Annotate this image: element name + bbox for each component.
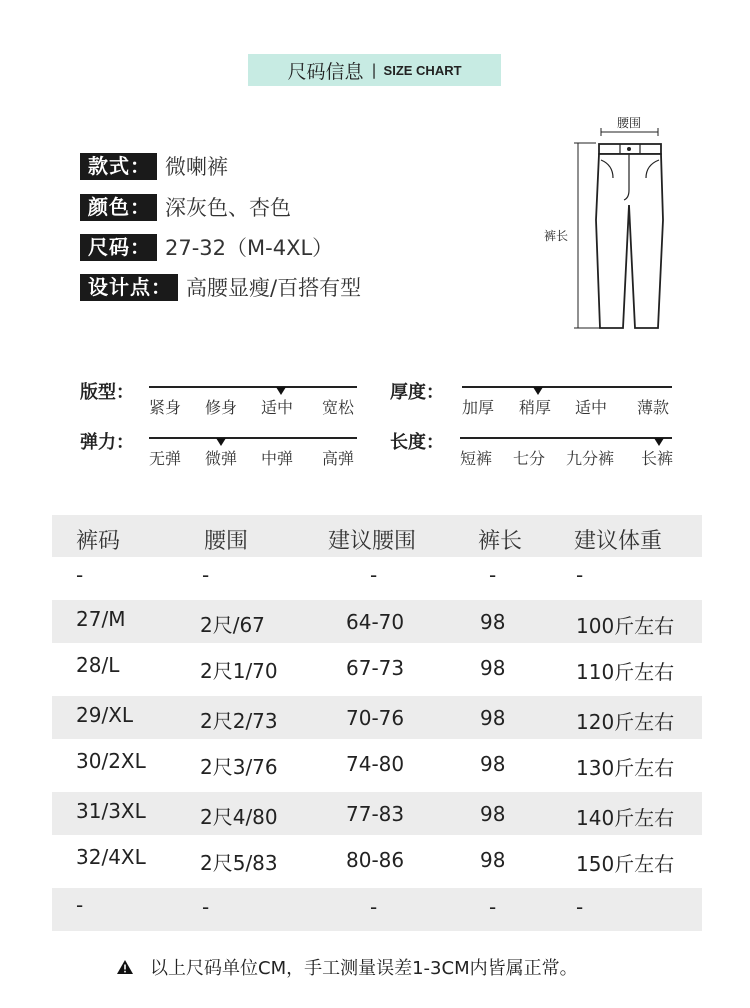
spec-option-thickness-2: 稍厚 xyxy=(519,398,552,417)
title-separator: | xyxy=(371,61,377,79)
spec-option-elasticity-2: 微弹 xyxy=(205,449,238,468)
spec-option-thickness-4: 薄款 xyxy=(637,398,670,417)
table-cell: 2尺3/76 xyxy=(200,755,278,779)
table-cell: 98 xyxy=(480,848,506,872)
title-en: SIZE CHART xyxy=(383,62,462,78)
spec-option-thickness-1: 加厚 xyxy=(462,398,495,417)
spec-label-elasticity: 弹力： xyxy=(80,432,134,453)
length-label: 裤长 xyxy=(544,229,569,243)
info-label-color: 颜色： xyxy=(80,194,157,221)
table-cell: 27/M xyxy=(76,607,126,631)
table-cell: 30/2XL xyxy=(76,749,146,773)
info-label-size: 尺码： xyxy=(80,234,157,261)
table-cell: 150斤左右 xyxy=(576,852,675,876)
table-cell: 140斤左右 xyxy=(576,806,675,830)
table-cell: 77-83 xyxy=(346,802,405,826)
table-cell: 98 xyxy=(480,752,506,776)
table-cell: 130斤左右 xyxy=(576,756,675,780)
table-header-cell: 裤长 xyxy=(478,529,523,554)
spec-option-elasticity-4: 高弹 xyxy=(322,449,355,468)
pants-outline-icon xyxy=(540,110,690,335)
spec-scale-thickness xyxy=(462,386,672,388)
table-cell: - xyxy=(76,563,84,587)
spec-option-thickness-3: 适中 xyxy=(575,398,608,417)
table-cell: 80-86 xyxy=(346,848,405,872)
table-cell: 2尺5/83 xyxy=(200,851,278,875)
table-cell: 2尺1/70 xyxy=(200,659,278,683)
table-cell: 98 xyxy=(480,656,506,680)
spec-option-fit-4: 宽松 xyxy=(322,398,355,417)
waist-label: 腰围 xyxy=(617,116,642,130)
table-cell: 2尺/67 xyxy=(200,613,265,637)
info-value-color: 深灰色、杏色 xyxy=(165,196,291,220)
table-row xyxy=(52,557,702,600)
table-cell: 32/4XL xyxy=(76,845,146,869)
table-cell: 110斤左右 xyxy=(576,660,675,684)
table-header-cell: 建议体重 xyxy=(574,529,663,554)
spec-option-length-2: 七分 xyxy=(513,449,546,468)
spec-option-fit-3: 适中 xyxy=(261,398,294,417)
warning-icon xyxy=(116,959,134,975)
size-table xyxy=(52,515,702,931)
info-row-color xyxy=(80,192,291,222)
info-value-style: 微喇裤 xyxy=(165,155,228,179)
table-row xyxy=(52,739,702,792)
table-row xyxy=(52,696,702,739)
table-row xyxy=(52,643,702,696)
table-header-row xyxy=(52,515,702,557)
table-cell: 120斤左右 xyxy=(576,710,675,734)
spec-option-elasticity-3: 中弹 xyxy=(261,449,294,468)
table-cell: 2尺4/80 xyxy=(200,805,278,829)
spec-marker-thickness xyxy=(533,387,543,395)
spec-option-fit-1: 紧身 xyxy=(149,398,182,417)
table-cell: 31/3XL xyxy=(76,799,146,823)
table-cell: - xyxy=(370,563,378,587)
spec-label-fit: 版型： xyxy=(80,382,134,403)
table-cell: 98 xyxy=(480,706,506,730)
info-row-size xyxy=(80,232,333,262)
spec-marker-fit xyxy=(276,387,286,395)
spec-label-length: 长度： xyxy=(390,432,444,453)
table-cell: 29/XL xyxy=(76,703,134,727)
info-value-size: 27-32（M-4XL） xyxy=(165,236,334,260)
table-header-cell: 裤码 xyxy=(76,529,121,554)
table-cell: 100斤左右 xyxy=(576,614,675,638)
size-chart-title-badge xyxy=(248,54,501,86)
table-cell: - xyxy=(576,895,584,919)
spec-scale-fit xyxy=(149,386,357,388)
table-row xyxy=(52,835,702,888)
table-cell: - xyxy=(202,895,210,919)
table-row xyxy=(52,600,702,643)
spec-scale-length xyxy=(460,437,672,439)
info-label-style: 款式： xyxy=(80,153,157,180)
info-label-design: 设计点： xyxy=(80,274,178,301)
table-row xyxy=(52,792,702,835)
info-row-style xyxy=(80,151,228,181)
spec-option-elasticity-1: 无弹 xyxy=(149,449,182,468)
table-row xyxy=(52,888,702,931)
table-header-cell: 建议腰围 xyxy=(328,529,417,554)
table-cell: 2尺2/73 xyxy=(200,709,278,733)
spec-label-thickness: 厚度： xyxy=(390,382,444,403)
measurement-note xyxy=(116,954,578,980)
spec-option-length-4: 长裤 xyxy=(641,449,674,468)
spec-option-fit-2: 修身 xyxy=(205,398,238,417)
info-value-design: 高腰显瘦/百搭有型 xyxy=(186,276,362,300)
table-cell: - xyxy=(370,895,378,919)
title-zh: 尺码信息 xyxy=(287,60,364,83)
spec-scale-elasticity xyxy=(149,437,357,439)
table-cell: - xyxy=(76,893,84,917)
table-cell: 98 xyxy=(480,802,506,826)
spec-marker-elasticity xyxy=(216,438,226,446)
table-cell: 67-73 xyxy=(346,656,405,680)
spec-option-length-3: 九分裤 xyxy=(566,449,615,468)
table-cell: - xyxy=(202,563,210,587)
table-cell: 64-70 xyxy=(346,610,405,634)
table-cell: 28/L xyxy=(76,653,120,677)
info-row-design xyxy=(80,272,361,302)
note-text: 以上尺码单位CM，手工测量误差1-3CM内皆属正常。 xyxy=(150,958,578,979)
spec-marker-length xyxy=(654,438,664,446)
table-cell: - xyxy=(489,895,497,919)
pants-measurement-diagram xyxy=(540,110,690,335)
table-cell: - xyxy=(489,563,497,587)
table-header-cell: 腰围 xyxy=(204,529,249,554)
spec-option-length-1: 短裤 xyxy=(460,449,493,468)
table-cell: 74-80 xyxy=(346,752,405,776)
table-cell: 98 xyxy=(480,610,506,634)
table-cell: - xyxy=(576,563,584,587)
table-cell: 70-76 xyxy=(346,706,405,730)
